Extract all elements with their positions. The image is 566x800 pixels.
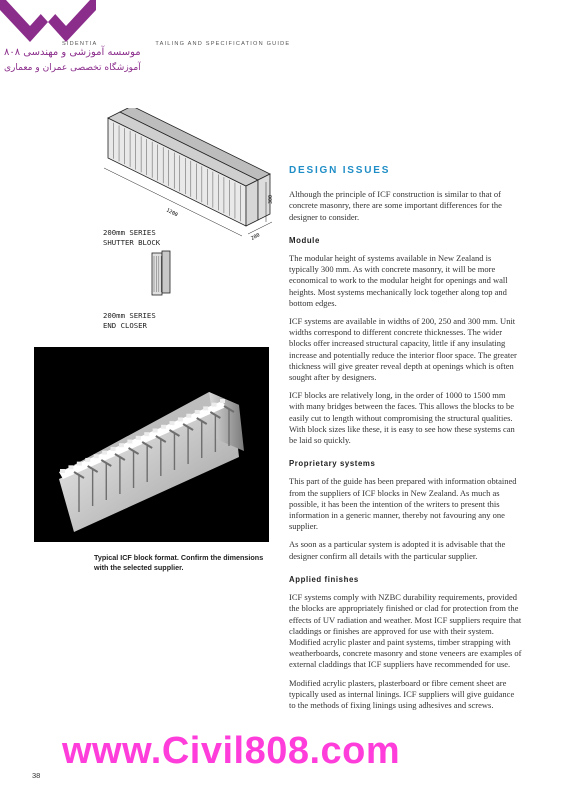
page-number: 38 <box>32 771 41 780</box>
dim-width: 200 <box>250 232 261 242</box>
icf-block-photo <box>34 347 269 542</box>
module-heading: Module <box>289 235 320 245</box>
proprietary-heading: Proprietary systems <box>289 459 376 469</box>
intro-paragraph: Although the principle of ICF construction is similar to that of concrete masonry, there are some important differences for the designer to consider. <box>289 189 502 222</box>
main-content <box>289 165 522 718</box>
figure-caption: Typical ICF block format. Confirm the dimensions with the selected supplier. <box>94 553 264 572</box>
proprietary-paragraph-2: As soon as a particular system is adopted it is advisable that the designer confirm all details with the particular supplier. <box>289 539 506 561</box>
finishes-heading: Applied finishes <box>289 574 359 584</box>
watermark-persian-line1: موسسه آموزشی و مهندسی ۸۰۸ <box>4 47 141 58</box>
icf-block-drawing <box>96 108 276 338</box>
finishes-paragraph-1: ICF systems comply with NZBC durability requirements, provided the blocks are appropriately finished or clad for protection from the effects of UV radiation and weather. Most ICF suppliers require that claddings or finishes are approved for use with their system. Modified acrylic plaster and paint systems, timber strapping with weatherboards, concrete masonry and stone veneers are examples of external claddings that ICF suppliers have recommended for use. <box>289 592 522 670</box>
watermark-persian-line2: آموزشگاه تخصصی عمران و معماری <box>4 63 141 73</box>
finishes-paragraph-2: Modified acrylic plasters, plasterboard or fibre cement sheet are typically used as internal linings. ICF suppliers will give guidance to the methods of fixing linings using adhesives and screws. <box>289 677 515 710</box>
proprietary-paragraph-1: This part of the guide has been prepared with information obtained from the suppliers of ICF blocks in New Zealand. As much as possible, it has been the intention of the writers to present this information in a generic manner, thereby not favouring any one supplier. <box>289 476 517 532</box>
shutter-block-label: 200mm SERIES SHUTTER BLOCK <box>103 228 161 247</box>
page-header <box>0 0 566 73</box>
dim-height: 300 <box>268 194 274 204</box>
module-paragraph-3: ICF blocks are relatively long, in the order of 1000 to 1500 mm with many bridges between the faces. This allows the blocks to be easily cut to length without compromising the structural qualities. With block sizes like these, it is easy to see how these systems can be laid so quickly. <box>289 390 515 446</box>
dim-length: 1200 <box>165 207 179 219</box>
watermark-url: www.Civil808.com <box>62 730 401 772</box>
end-closer-label: 200mm SERIES END CLOSER <box>103 311 156 330</box>
module-paragraph-1: The modular height of systems available in New Zealand is typically 300 mm. As with concrete masonry, it will be more economical to work to the modular height for openings and wall heights. Most systems mechanically lock together along top and bottom edges. <box>289 253 508 308</box>
running-header: SIDENTIA TAILING AND SPECIFICATION GUIDE <box>62 41 291 47</box>
section-title: DESIGN ISSUES <box>289 165 391 176</box>
module-paragraph-2: ICF systems are available in widths of 200, 250 and 300 mm. Unit widths correspond to different concrete thicknesses. The wider blocks offer increased structural capacity, little if any insulating increase and potentially reduce the interior floor space. The greater thickness will give greater reveal depth at openings which is often sought after by designers. <box>289 316 517 383</box>
